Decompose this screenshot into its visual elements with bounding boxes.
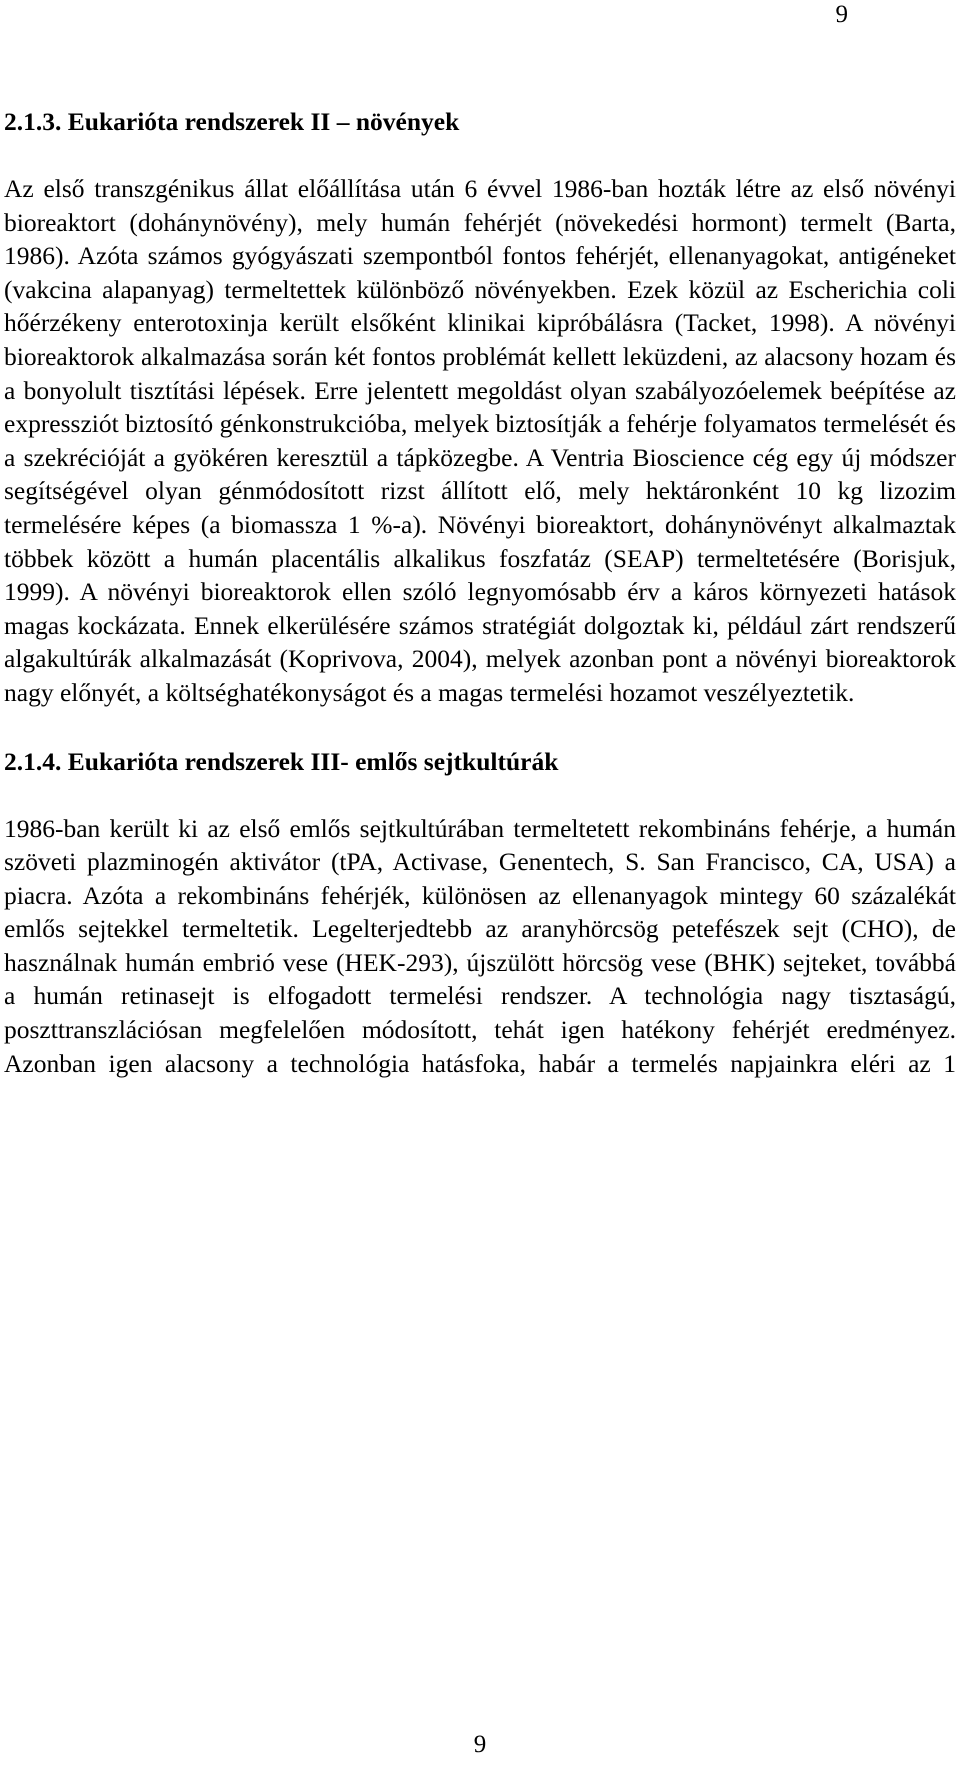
page-number-bottom: 9 [473,1731,487,1758]
section-heading: 2.1.3. Eukarióta rendszerek II – növények [4,107,460,136]
document-body [4,106,956,1116]
page-number-top: 9 [835,1,848,28]
section-eukaryote-plants [4,106,956,710]
section-heading: 2.1.4. Eukarióta rendszerek III- emlős sejtkultúrák [4,746,559,776]
section-paragraph: 1986-ban került ki az első emlős sejtkultúrában termeltetett rekombináns fehérje, a humán szöveti plazminogén aktivátor (tPA, Activase, Genentech, S. San Francisco, CA, USA) a piacra. Azóta a rekombináns fehérjék, különösen az ellenanyagok mintegy 60 százalékát emlős sejtekkel termeltetik. Legelterjedtebb az aranyhörcsög petefészek sejt (CHO), de használnak humán embrió vese (HEK-293), újszülött hörcsög vese (BHK) sejteket, továbbá a humán retinasejt is elfogadott termelési rendszer. A technológia nagy tisztaságú, poszttranszlációsan megfelelően módosított, tehát igen hatékony fehérjét eredményez. Azonban igen alacsony a technológia hatásfoka, habár a termelés napjainkra eléri az 1 [4,813,956,1078]
section-eukaryote-mammalian-cells [4,746,956,1081]
section-paragraph: Az első transzgénikus állat előállítása után 6 évvel 1986-ban hozták létre az első növényi bioreaktort (dohánynövény), mely humán fehérjét (növekedési hormont) termelt (Barta, 1986). Azóta számos gyógyászati szempontból fontos fehérjét, ellenanyagokat, antigéneket (vakcina alapanyag) termeltettek különböző növényekben. Ezek közül az Escherichia coli hőérzékeny enterotoxinja került elsőként klinikai kipróbálásra (Tacket, 1998). A növényi bioreaktorok alkalmazása során két fontos problémát kellett leküzdeni, az alacsony hozam és a bonyolult tisztítási lépések. Erre jelentett megoldást olyan szabályozóelemek beépítése az expressziót biztosító génkonstrukcióba, melyek biztosítják a fehérje folyamatos termelését és a szekrécióját a gyökéren keresztül a tápközegbe. A Ventria Bioscience cég egy új módszer segítségével olyan génmódosított rizst állított elő, mely hektáronként 10 kg lizozim termelésére képes (a biomassza 1 %-a). Növényi bioreaktort, dohánynövényt alkalmaztak többek között a humán placentális alkalikus foszfatáz (SEAP) termeltetésére (Borisjuk, 1999). A növényi bioreaktorok ellen szóló legnyomósabb érv a káros környezeti hatások magas kockázata. Ennek elkerülésére számos stratégiát dolgoztak ki, például zárt rendszerű algakultúrák alkalmazását (Koprivova, 2004), melyek azonban pont a növényi bioreaktorok nagy előnyét, a költséghatékonyságot és a magas termelési hozamot veszélyeztetik. [4,174,956,707]
